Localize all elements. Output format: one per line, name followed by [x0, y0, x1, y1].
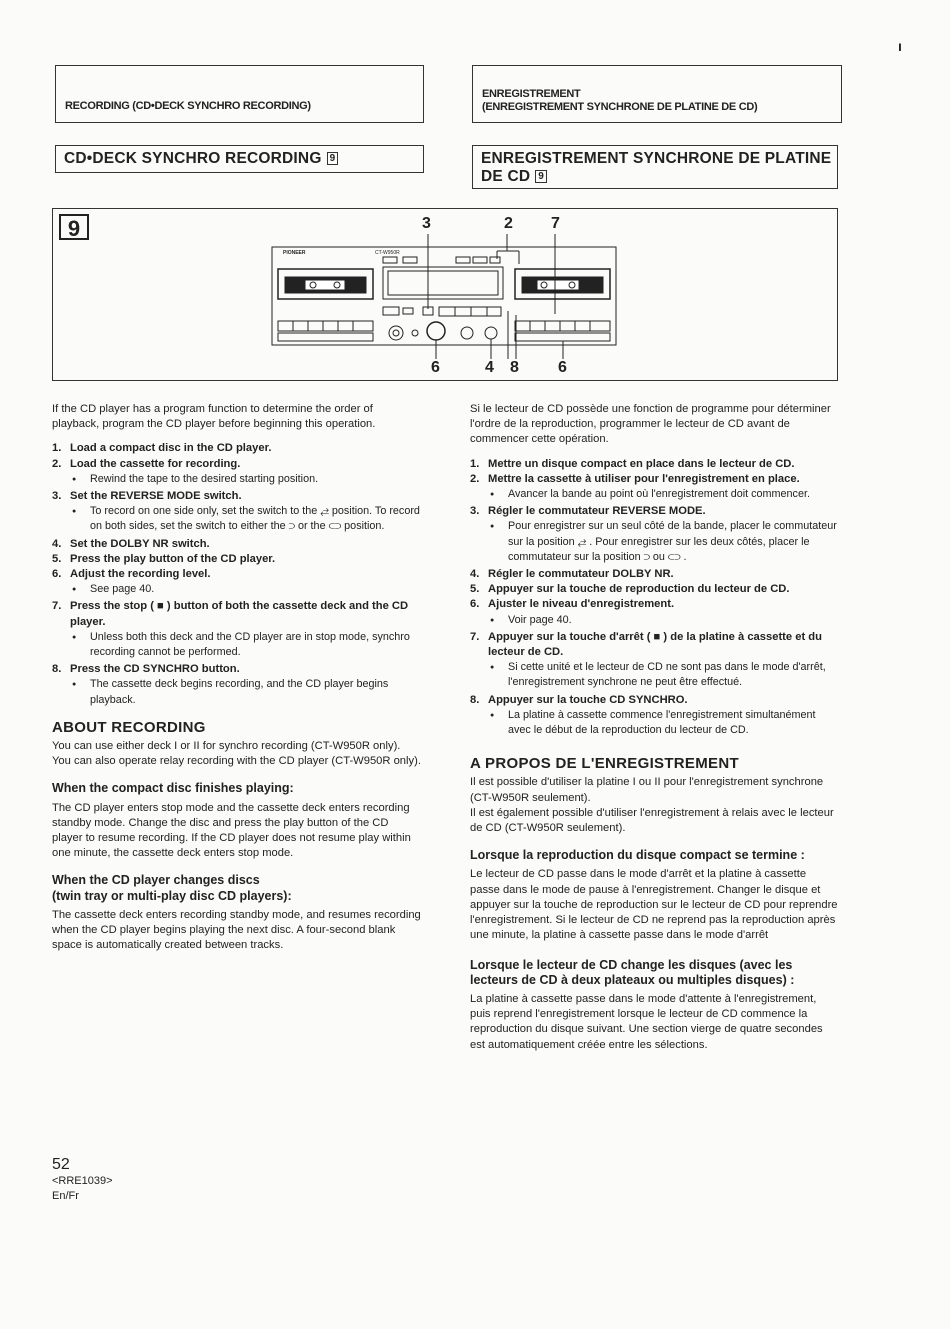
step-text: Adjust the recording level. — [70, 568, 211, 581]
about-paragraph-1: Il est possible d'utiliser la platine I ou II pour l'enregistrement synchrone (CT-W950R seulement). — [470, 776, 824, 804]
step-item — [470, 630, 838, 660]
step-number: 7. — [470, 630, 480, 643]
step-number: 1. — [470, 457, 480, 470]
subheading-finish: Lorsque la reproduction du disque compact se termine : — [470, 848, 805, 863]
step-text: Load a compact disc in the CD player. — [70, 442, 272, 455]
step-text: Appuyer sur la touche CD SYNCHRO. — [488, 693, 688, 706]
step-number: 2. — [470, 472, 480, 485]
figure-box — [52, 208, 838, 381]
step-text: Set the REVERSE MODE switch. — [70, 490, 242, 503]
about-paragraph-2: Il est également possible d'utiliser l'enregistrement à relais avec le lecteur de CD (CT-W950R seulement). — [470, 806, 834, 835]
subtext-changes: The cassette deck enters recording standby mode, and resumes recording when the CD player begins playing the next disc. A four-second blank space is automatically created between tracks. — [52, 908, 421, 952]
step-text: Appuyer sur la touche de reproduction du lecteur de CD. — [488, 583, 790, 596]
step-note: ● Unless both this deck and the CD player are in stop mode, synchro recording cannot be performed. — [90, 630, 422, 660]
step-number: 6. — [52, 568, 62, 581]
step-text: Mettre la cassette à utiliser pour l'enregistrement en place. — [488, 472, 800, 485]
step-number: 8. — [470, 693, 480, 706]
french-steps — [470, 457, 838, 739]
step-item — [470, 597, 838, 612]
callout-6: 6 — [431, 359, 440, 376]
step-text: Régler le commutateur REVERSE MODE. — [488, 505, 706, 518]
section-title-left-box — [55, 145, 424, 173]
figure-ref-badge: 9 — [535, 170, 547, 183]
step-number: 7. — [52, 600, 62, 613]
header-left-box — [55, 65, 424, 123]
brand-label: PIONEER — [283, 250, 306, 256]
step-item — [52, 537, 422, 552]
subtext-finish: The CD player enters stop mode and the cassette deck enters recording standby mode. Change the disc and press the play button of the CD player to resume recording. If the CD player does not resume play within one minute, the cassette deck enters stop mode. — [52, 801, 411, 860]
step-item — [52, 662, 422, 677]
step-note: ● Si cette unité et le lecteur de CD ne sont pas dans le mode d'arrêt, l'enregistrement synchrone ne peut être effectué. — [508, 660, 838, 690]
subheading-changes: Lorsque le lecteur de CD change les disques (avec les lecteurs de CD à deux plateaux ou multiples disques) : — [470, 957, 795, 987]
about-paragraph-2: You can also operate relay recording with the CD player (CT-W950R only). — [52, 755, 421, 768]
header-right-small-1: ENREGISTREMENT — [482, 88, 581, 100]
step-item — [52, 552, 422, 567]
callout-7: 7 — [551, 215, 560, 232]
step-item — [52, 567, 422, 582]
subtext-finish: Le lecteur de CD passe dans le mode d'arrêt et la platine à cassette passe dans le mode de pause à l'enregistrement. Changer le disque et appuyer sur la touche de reproduction sur le lecteur de CD pour reprendre l'enregistrement. Si le lecteur de CD ne reprend pas la reproduction après une minute, la platine à cassette passe dans le mode d'arrêt — [470, 868, 838, 942]
callout-6b: 6 — [558, 359, 567, 376]
step-note: ● Rewind the tape to the desired starting position. — [90, 472, 422, 487]
step-number: 4. — [470, 568, 480, 581]
figure-ref-badge: 9 — [327, 152, 339, 165]
step-number: 5. — [470, 583, 480, 596]
section-title-left-text: CD•DECK SYNCHRO RECORDING — [64, 150, 322, 167]
step-note: ● La platine à cassette commence l'enregistrement simultanément avec le début de la reproduction du lecteur de CD. — [508, 708, 838, 738]
step-note: ● Voir page 40. — [508, 613, 838, 628]
callout-2: 2 — [504, 215, 513, 232]
step-number: 4. — [52, 537, 62, 550]
step-number: 3. — [52, 490, 62, 503]
step-note: ● To record on one side only, set the switch to the ⥄ position. To record on both sides, set the switch to either the ⊃ or the ⊂⊃ position. — [90, 504, 422, 534]
step-item — [52, 599, 422, 629]
step-item — [52, 441, 422, 456]
header-right-small-2: (ENREGISTREMENT SYNCHRONE DE PLATINE DE CD) — [482, 101, 758, 113]
step-text: Press the play button of the CD player. — [70, 552, 276, 565]
step-text: Press the CD SYNCHRO button. — [70, 663, 240, 676]
header-right-box — [472, 65, 842, 123]
step-number: 5. — [52, 552, 62, 565]
step-text: Ajuster le niveau d'enregistrement. — [488, 598, 675, 611]
step-item — [470, 457, 838, 472]
step-text: Appuyer sur la touche d'arrêt ( ■ ) de la platine à cassette et du lecteur de CD. — [488, 630, 822, 659]
doc-code: <RRE1039> — [52, 1175, 113, 1187]
step-item — [470, 582, 838, 597]
model-label: CT-W950R — [375, 250, 400, 256]
callout-4: 4 — [485, 359, 494, 376]
english-steps — [52, 441, 422, 707]
about-heading: ABOUT RECORDING — [52, 718, 206, 736]
step-note: ● See page 40. — [90, 582, 422, 597]
section-title-right-2 — [481, 168, 547, 186]
step-number: 1. — [52, 442, 62, 455]
step-item — [470, 504, 838, 519]
corner-mark: ı — [898, 38, 902, 54]
section-title-right-2-text: DE CD — [481, 168, 531, 185]
step-item — [470, 693, 838, 708]
subheading-changes-1: When the CD player changes discs — [52, 873, 260, 888]
about-paragraph-1: You can use either deck I or II for synchro recording (CT-W950R only). — [52, 740, 401, 753]
footer — [52, 1156, 113, 1204]
step-text: Set the DOLBY NR switch. — [70, 537, 210, 550]
step-item — [52, 489, 422, 504]
step-item — [470, 567, 838, 582]
step-text: Load the cassette for recording. — [70, 457, 241, 470]
subheading-finish: When the compact disc finishes playing: — [52, 781, 294, 796]
step-note: ● Avancer la bande au point où l'enregistrement doit commencer. — [508, 487, 838, 502]
step-text: Régler le commutateur DOLBY NR. — [488, 568, 674, 581]
language-label: En/Fr — [52, 1190, 79, 1202]
step-number: 2. — [52, 457, 62, 470]
callout-3: 3 — [422, 215, 431, 232]
step-text: Mettre un disque compact en place dans le lecteur de CD. — [488, 457, 795, 470]
step-number: 6. — [470, 598, 480, 611]
header-left-small: RECORDING (CD•DECK SYNCHRO RECORDING) — [65, 100, 311, 112]
section-title-right-1: ENREGISTREMENT SYNCHRONE DE PLATINE — [481, 150, 832, 167]
section-title-left — [64, 150, 338, 168]
step-note: ● The cassette deck begins recording, and the CD player begins playback. — [90, 677, 422, 707]
figure-number: 9 — [59, 214, 89, 240]
intro-text: Si le lecteur de CD possède une fonction de programme pour déterminer l'ordre de la reproduction, programmer le lecteur de CD avant de commencer cette opération. — [470, 403, 831, 446]
subheading-changes-2: (twin tray or multi-play disc CD players): — [52, 888, 292, 903]
cassette-deck-illustration — [53, 209, 839, 382]
about-heading: A PROPOS DE L'ENREGISTREMENT — [470, 755, 739, 773]
step-item — [470, 472, 838, 487]
english-column — [52, 402, 422, 954]
subtext-changes: La platine à cassette passe dans le mode d'attente à l'enregistrement, puis reprend l'enregistrement lorsque le lecteur de CD commence la reproduction du disque suivant. Une section vierge de quatre secondes est automatiquement créée entre les sélections. — [470, 992, 823, 1051]
french-column — [470, 402, 838, 1053]
page-number: 52 — [52, 1156, 70, 1173]
step-number: 3. — [470, 505, 480, 518]
section-title-right-box — [472, 145, 838, 189]
step-note: ● Pour enregistrer sur un seul côté de la bande, placer le commutateur sur la position ⥄ . Pour enregistrer sur les deux côtés, placer le commutateur sur la position ⊃ ou ⊂⊃ . — [508, 519, 838, 565]
step-text: Press the stop ( ■ ) button of both the cassette deck and the CD player. — [70, 600, 409, 628]
intro-text: If the CD player has a program function to determine the order of playback, program the CD player before beginning this operation. — [52, 403, 376, 431]
step-item — [52, 457, 422, 472]
step-number: 8. — [52, 663, 62, 676]
callout-8: 8 — [510, 359, 519, 376]
